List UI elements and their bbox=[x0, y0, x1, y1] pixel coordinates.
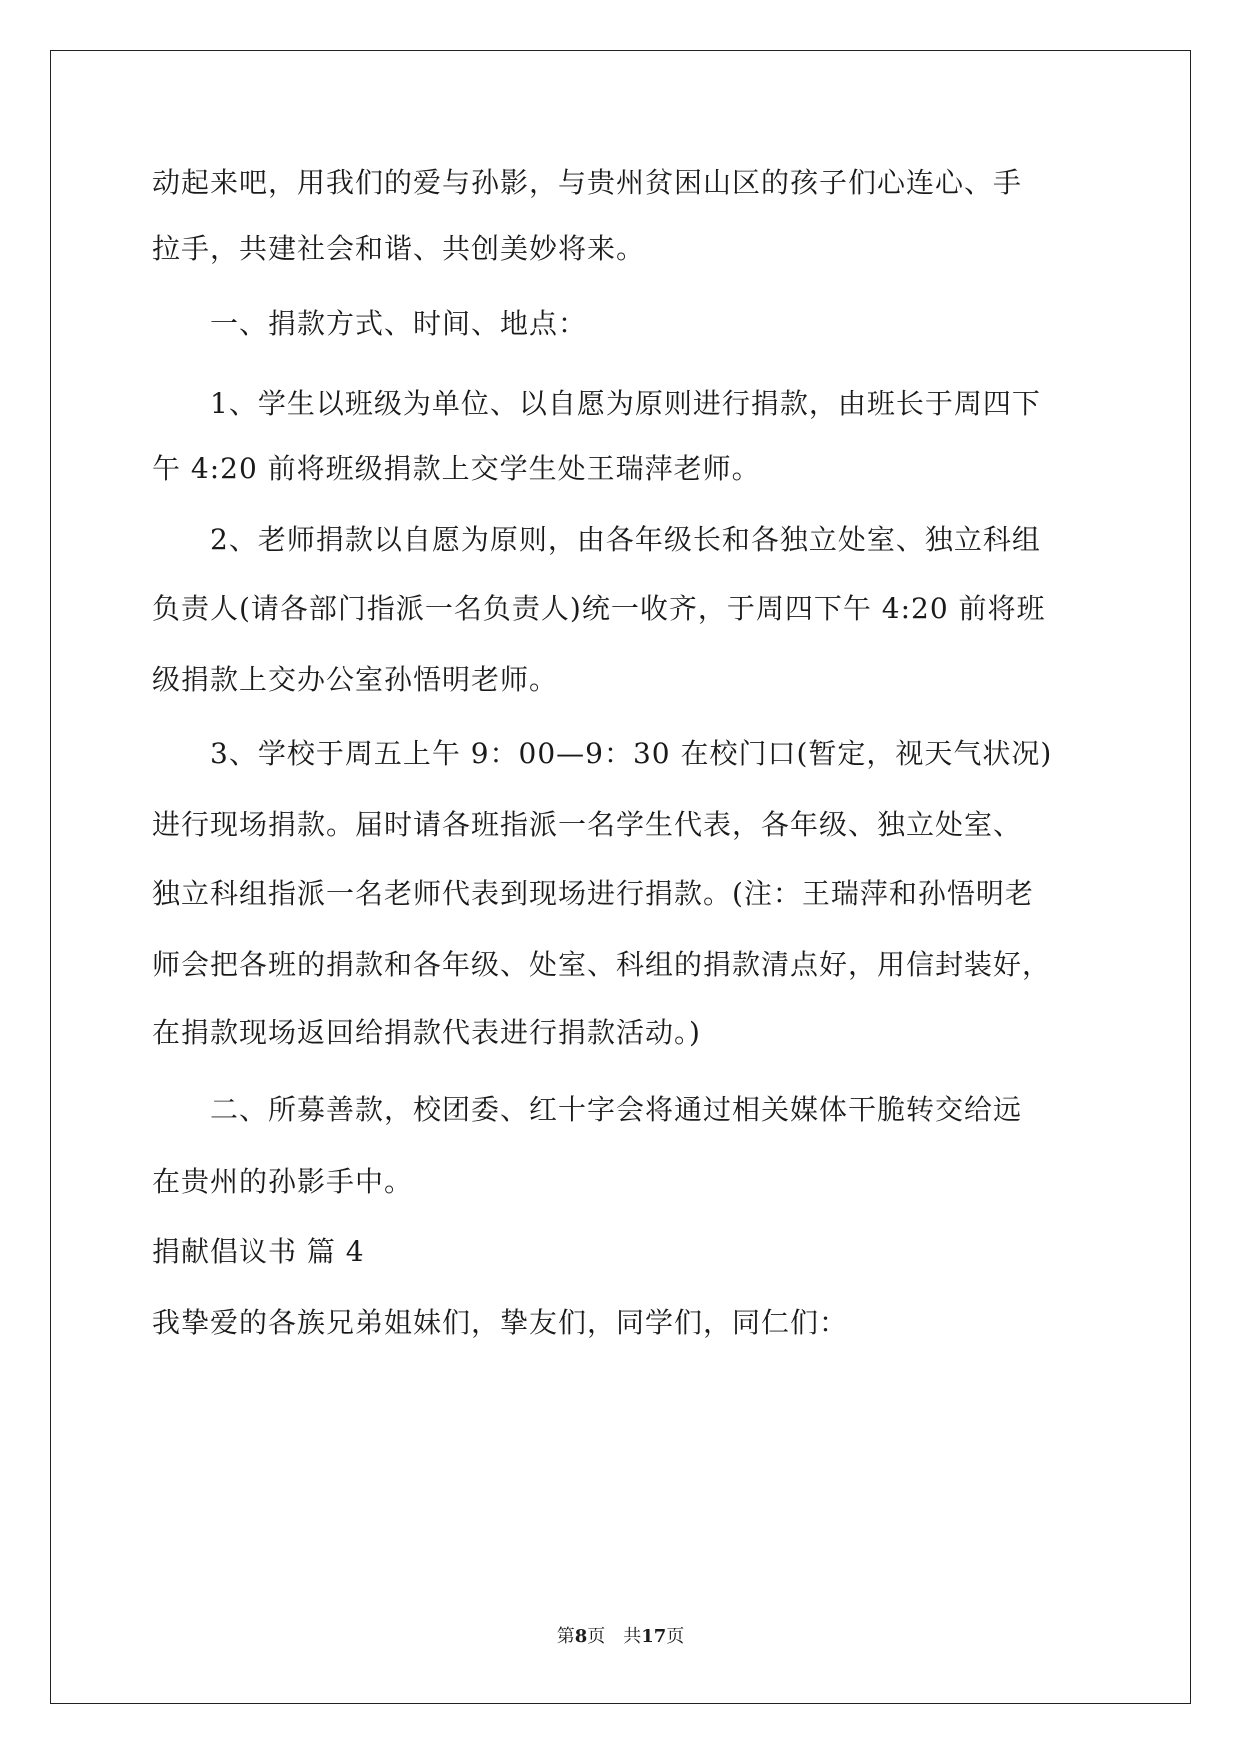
text-line: 二、所募善款，校团委、红十字会将通过相关媒体干脆转交给远 bbox=[152, 1093, 1023, 1126]
total-prefix: 共 bbox=[623, 1626, 642, 1647]
text-line: 3、学校于周五上午 9：00—9：30 在校门口(暂定，视天气状况) bbox=[152, 737, 1053, 770]
page-number: 8 bbox=[574, 1626, 588, 1647]
page-suffix: 页 bbox=[587, 1626, 606, 1647]
section-heading: 捐献倡议书 篇 4 bbox=[152, 1235, 365, 1268]
text-line: 师会把各班的捐款和各年级、处室、科组的捐款清点好，用信封装好， bbox=[152, 948, 1052, 981]
text-line: 午 4:20 前将班级捐款上交学生处王瑞萍老师。 bbox=[152, 452, 761, 485]
text-line: 拉手，共建社会和谐、共创美妙将来。 bbox=[152, 232, 646, 265]
page-footer bbox=[0, 1625, 1241, 1649]
salutation: 我挚爱的各族兄弟姐妹们，挚友们，同学们，同仁们： bbox=[152, 1306, 849, 1339]
text-line: 独立科组指派一名老师代表到现场进行捐款。(注：王瑞萍和孙悟明老 bbox=[152, 877, 1034, 910]
total-suffix: 页 bbox=[666, 1626, 685, 1647]
text-line: 2、老师捐款以自愿为原则，由各年级长和各独立处室、独立科组 bbox=[152, 523, 1041, 556]
total-pages: 17 bbox=[641, 1626, 667, 1647]
text-line: 进行现场捐款。届时请各班指派一名学生代表，各年级、独立处室、 bbox=[152, 808, 1023, 841]
text-line: 1、学生以班级为单位、以自愿为原则进行捐款，由班长于周四下 bbox=[152, 387, 1041, 420]
text-line: 动起来吧，用我们的爱与孙影，与贵州贫困山区的孩子们心连心、手 bbox=[152, 166, 1023, 199]
text-line: 一、捐款方式、时间、地点： bbox=[152, 307, 588, 340]
text-line: 级捐款上交办公室孙悟明老师。 bbox=[152, 663, 559, 696]
text-line: 在贵州的孙影手中。 bbox=[152, 1165, 414, 1198]
text-line: 负责人(请各部门指派一名负责人)统一收齐，于周四下午 4:20 前将班 bbox=[152, 592, 1046, 625]
text-line: 在捐款现场返回给捐款代表进行捐款活动。) bbox=[152, 1016, 701, 1049]
page-prefix: 第 bbox=[556, 1626, 575, 1647]
